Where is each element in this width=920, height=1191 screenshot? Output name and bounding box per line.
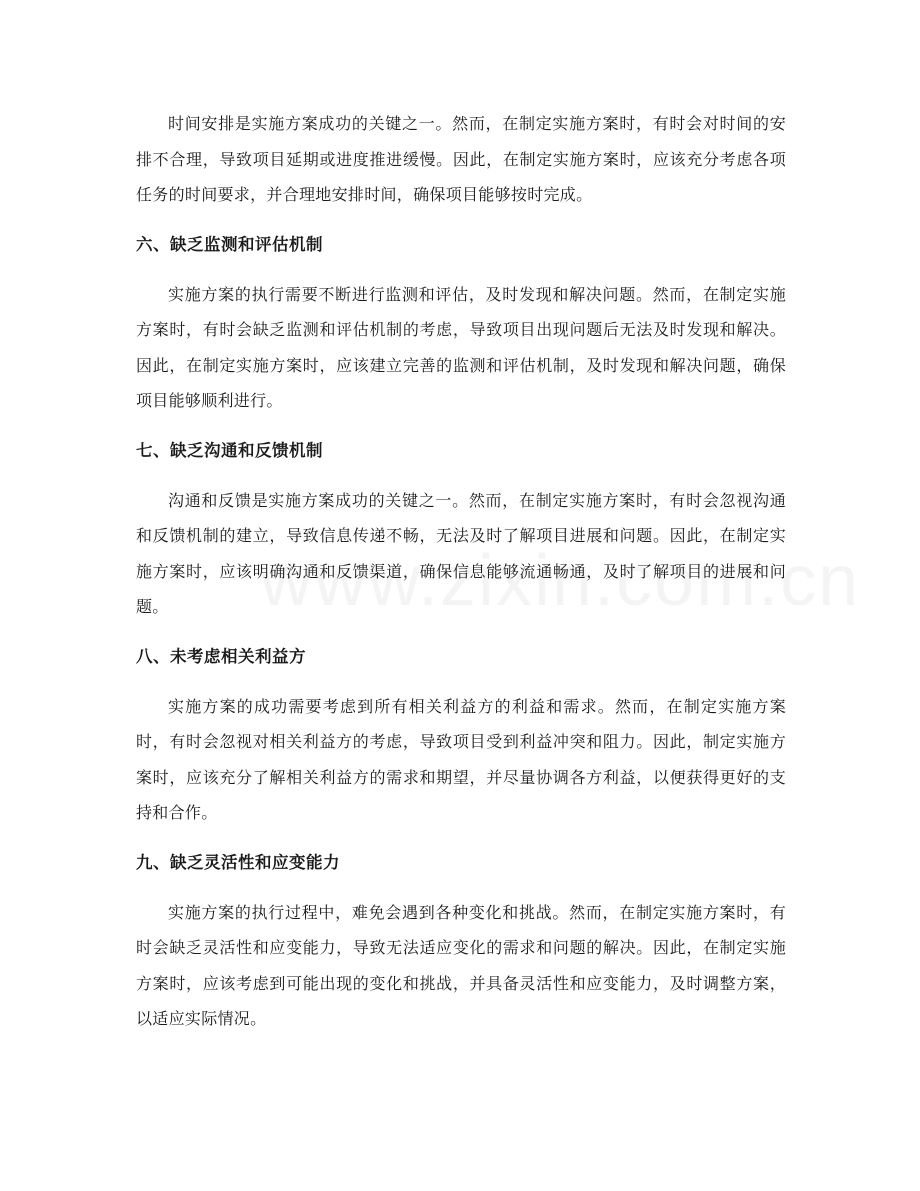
paragraph-section-7: 沟通和反馈是实施方案成功的关键之一。然而，在制定实施方案时，有时会忽视沟通和反馈机制的建立，导致信息传递不畅，无法及时了解项目进展和问题。因此，在制定实施方案时，应该明确沟通和反馈渠道，确保信息能够流通畅通，及时了解项目的进展和问题。 — [136, 490, 786, 616]
heading-section-9: 九、缺乏灵活性和应变能力 — [136, 852, 340, 872]
document-body — [136, 106, 786, 1037]
paragraph-time-arrangement: 时间安排是实施方案成功的关键之一。然而，在制定实施方案时，有时会对时间的安排不合理，导致项目延期或进度推进缓慢。因此，在制定实施方案时，应该充分考虑各项任务的时间要求，并合理地安排时间，确保项目能够按时完成。 — [136, 114, 786, 204]
heading-section-8: 八、未考虑相关利益方 — [136, 646, 306, 666]
paragraph-section-9: 实施方案的执行过程中，难免会遇到各种变化和挑战。然而，在制定实施方案时，有时会缺乏灵活性和应变能力，导致无法适应变化的需求和问题的解决。因此，在制定实施方案时，应该考虑到可能出现的变化和挑战，并具备灵活性和应变能力，及时调整方案，以适应实际情况。 — [136, 902, 786, 1028]
paragraph-section-6: 实施方案的执行需要不断进行监测和评估，及时发现和解决问题。然而，在制定实施方案时，有时会缺乏监测和评估机制的考虑，导致项目出现问题后无法及时发现和解决。因此，在制定实施方案时，应该建立完善的监测和评估机制，及时发现和解决问题，确保项目能够顺利进行。 — [136, 284, 786, 410]
paragraph-section-8: 实施方案的成功需要考虑到所有相关利益方的利益和需求。然而，在制定实施方案时，有时会忽视对相关利益方的考虑，导致项目受到利益冲突和阻力。因此，制定实施方案时，应该充分了解相关利益方的需求和期望，并尽量协调各方利益，以便获得更好的支持和合作。 — [136, 696, 786, 822]
heading-section-7: 七、缺乏沟通和反馈机制 — [136, 440, 323, 460]
heading-section-6: 六、缺乏监测和评估机制 — [136, 234, 323, 254]
